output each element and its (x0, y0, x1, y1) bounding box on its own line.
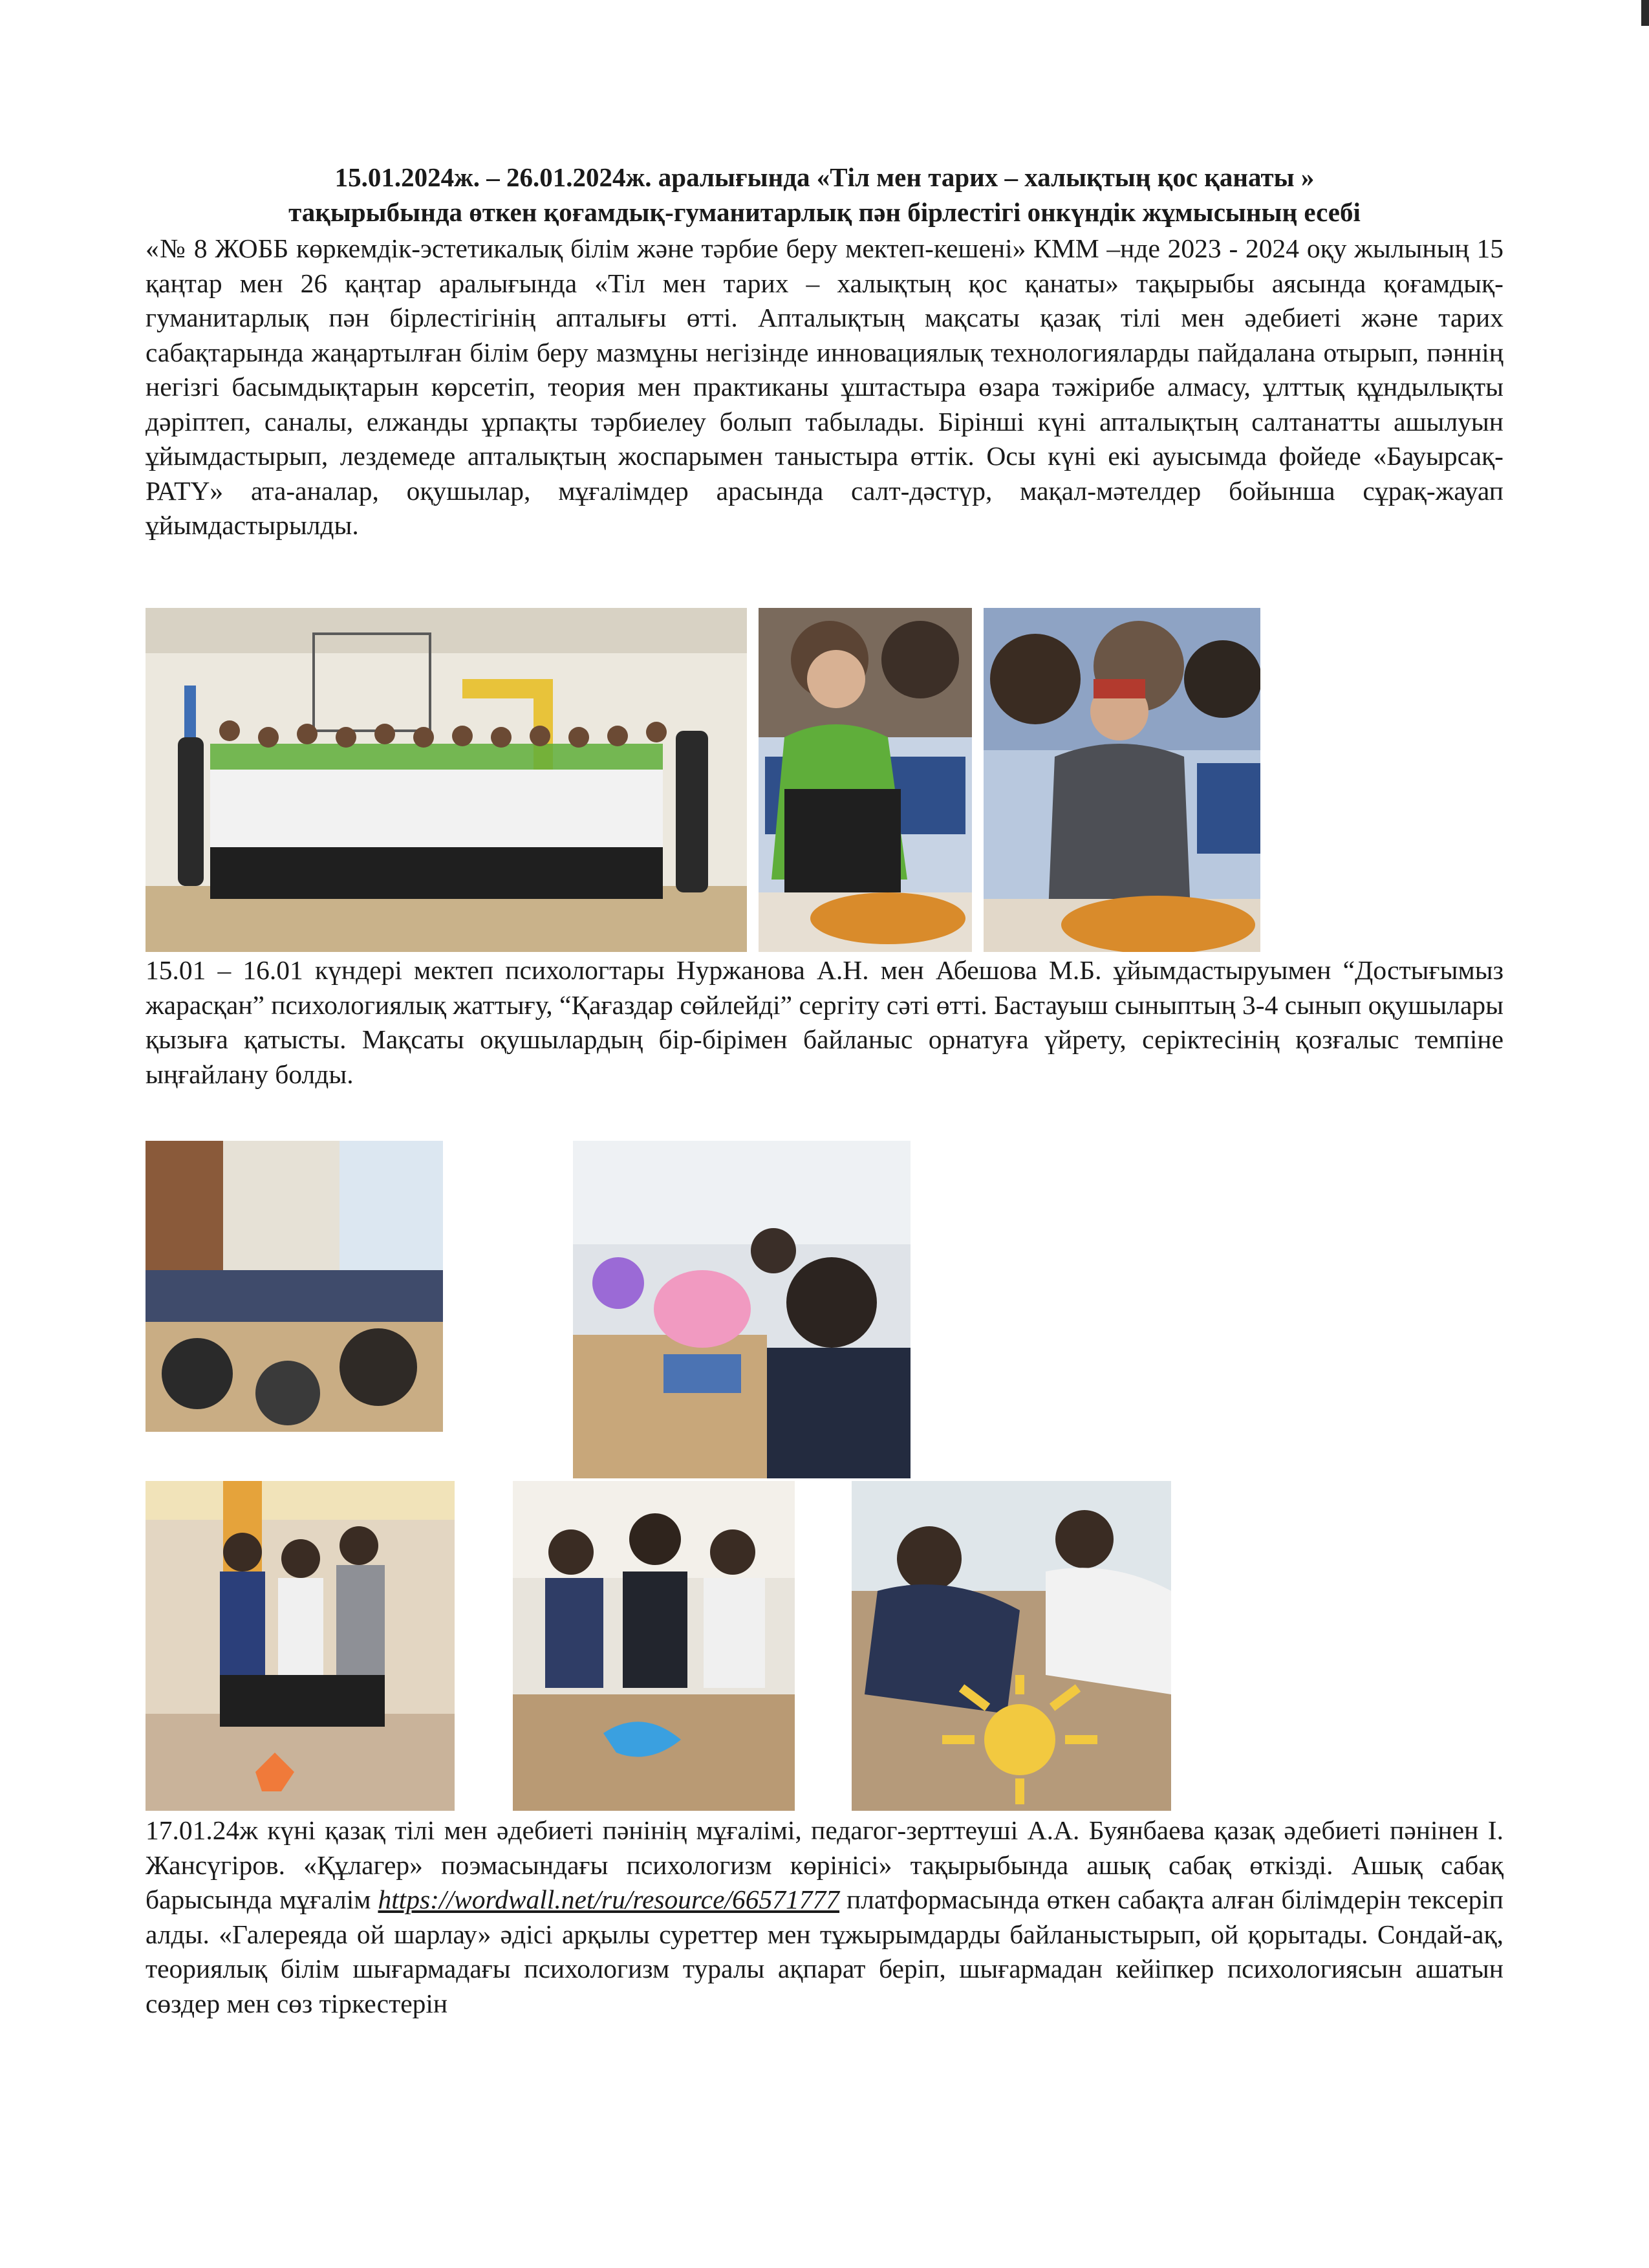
photo-children-kneeling (513, 1481, 795, 1811)
intro-paragraph: «№ 8 ЖОББ көркемдік-эстетикалық білім және тәрбие беру мектеп-кешені» КММ –нде 2023 - 2024 оқу жылының 15 қаңтар мен 26 қаңтар аралығында «Тіл мен тарих – халықтың қос қанаты» тақырыбы аясында қоғамдық-гуманитарлық пән бірлестігінің апталығы өтті. Апталықтың мақсаты қазақ тілі мен әдебиеті және тарих сабақтарында жаңартылған білім беру мазмұны негізінде инновациялық технологияларды пайдалана отырып, пәннің негізгі басымдықтарын көрсетіп, теория мен практиканы ұштастыра өзара тәжірибе алмасу, ұлттық құндылықты дәріптеп, саналы, елжанды ұрпақты тәрбиелеу болып табылады. Бірінші күні апталықтың салтанатты ашылуын ұйымдастырып, лездемеде апталықтың жоспарымен таныстыра өттік. Осы күні екі ауысымда фойеде «Бауырсақ-РАТY» ата-аналар, оқушылар, мұғалімдер арасында салт-дәстүр, мақал-мәтелдер бойынша сұрақ-жауап ұйымдастырылды. (146, 233, 1503, 540)
open-lesson-text-2: платформасында өткен сабақта алған білімдерін тексеріп алды. «Галереяда ой шарлау» әдісі арқылы суреттер мен тұжырымдарды байланыстырып, ой қорытады. Сондай-ақ, теориялық білім шығармадағы психологизм туралы ақпарат беріп, шығармадан кейіпкер психологиясын ашатын сөздер мен сөз тіркестерін (146, 1885, 1503, 2018)
photo-sun-puzzle (852, 1481, 1171, 1811)
open-lesson-text-1: 17.01.24ж күні қазақ тілі мен әдебиеті пәнінің мұғалімі, педагог-зерттеуші А.А. Буянбаева қазақ әдебиеті пәнінен І. Жансүгіров. «Құлагер» поэмасындағы психологизм көрінісі» тақырыбында ашық сабақ өткізді. Ашық сабақ барысында мұғалім (146, 1815, 1503, 1914)
psychology-paragraph: 15.01 – 16.01 күндері мектеп психологтары Нуржанова А.Н. мен Абешова М.Б. ұйымдастыруымен “Достығымыз жарасқан” психологиялық жаттығу, “Қағаздар сөйлейді” сергіту сәті өтті. Бастауыш сыныптың 3-4 сынып оқушылары қызыға қатысты. Мақсаты оқушылардың бір-бірімен байланыс орнатуға үйрету, серіктесінің қозғалыс темпіне ыңғайлану болды. (146, 955, 1503, 1089)
document-title-line-1: 15.01.2024ж. – 26.01.2024ж. аралығында «Тіл мен тарих – халықтың қос қанаты » (334, 162, 1315, 192)
wordwall-link[interactable]: https://wordwall.net/ru/resource/66571777 (378, 1885, 840, 1914)
photo-group-opening (146, 608, 747, 952)
photo-three-boys-standing (146, 1481, 455, 1811)
scan-edge-mark (1641, 0, 1649, 26)
open-lesson-paragraph (146, 1813, 1503, 2021)
photo-teacher-reading-2 (984, 608, 1260, 952)
photo-balloon-exercise (573, 1141, 911, 1478)
photo-classroom (146, 1141, 443, 1432)
photo-teacher-reading-1 (759, 608, 972, 952)
document-title-line-2: тақырыбында өткен қоғамдық-гуманитарлық пән бірлестігі онкүндік жұмысының есебі (288, 197, 1361, 227)
